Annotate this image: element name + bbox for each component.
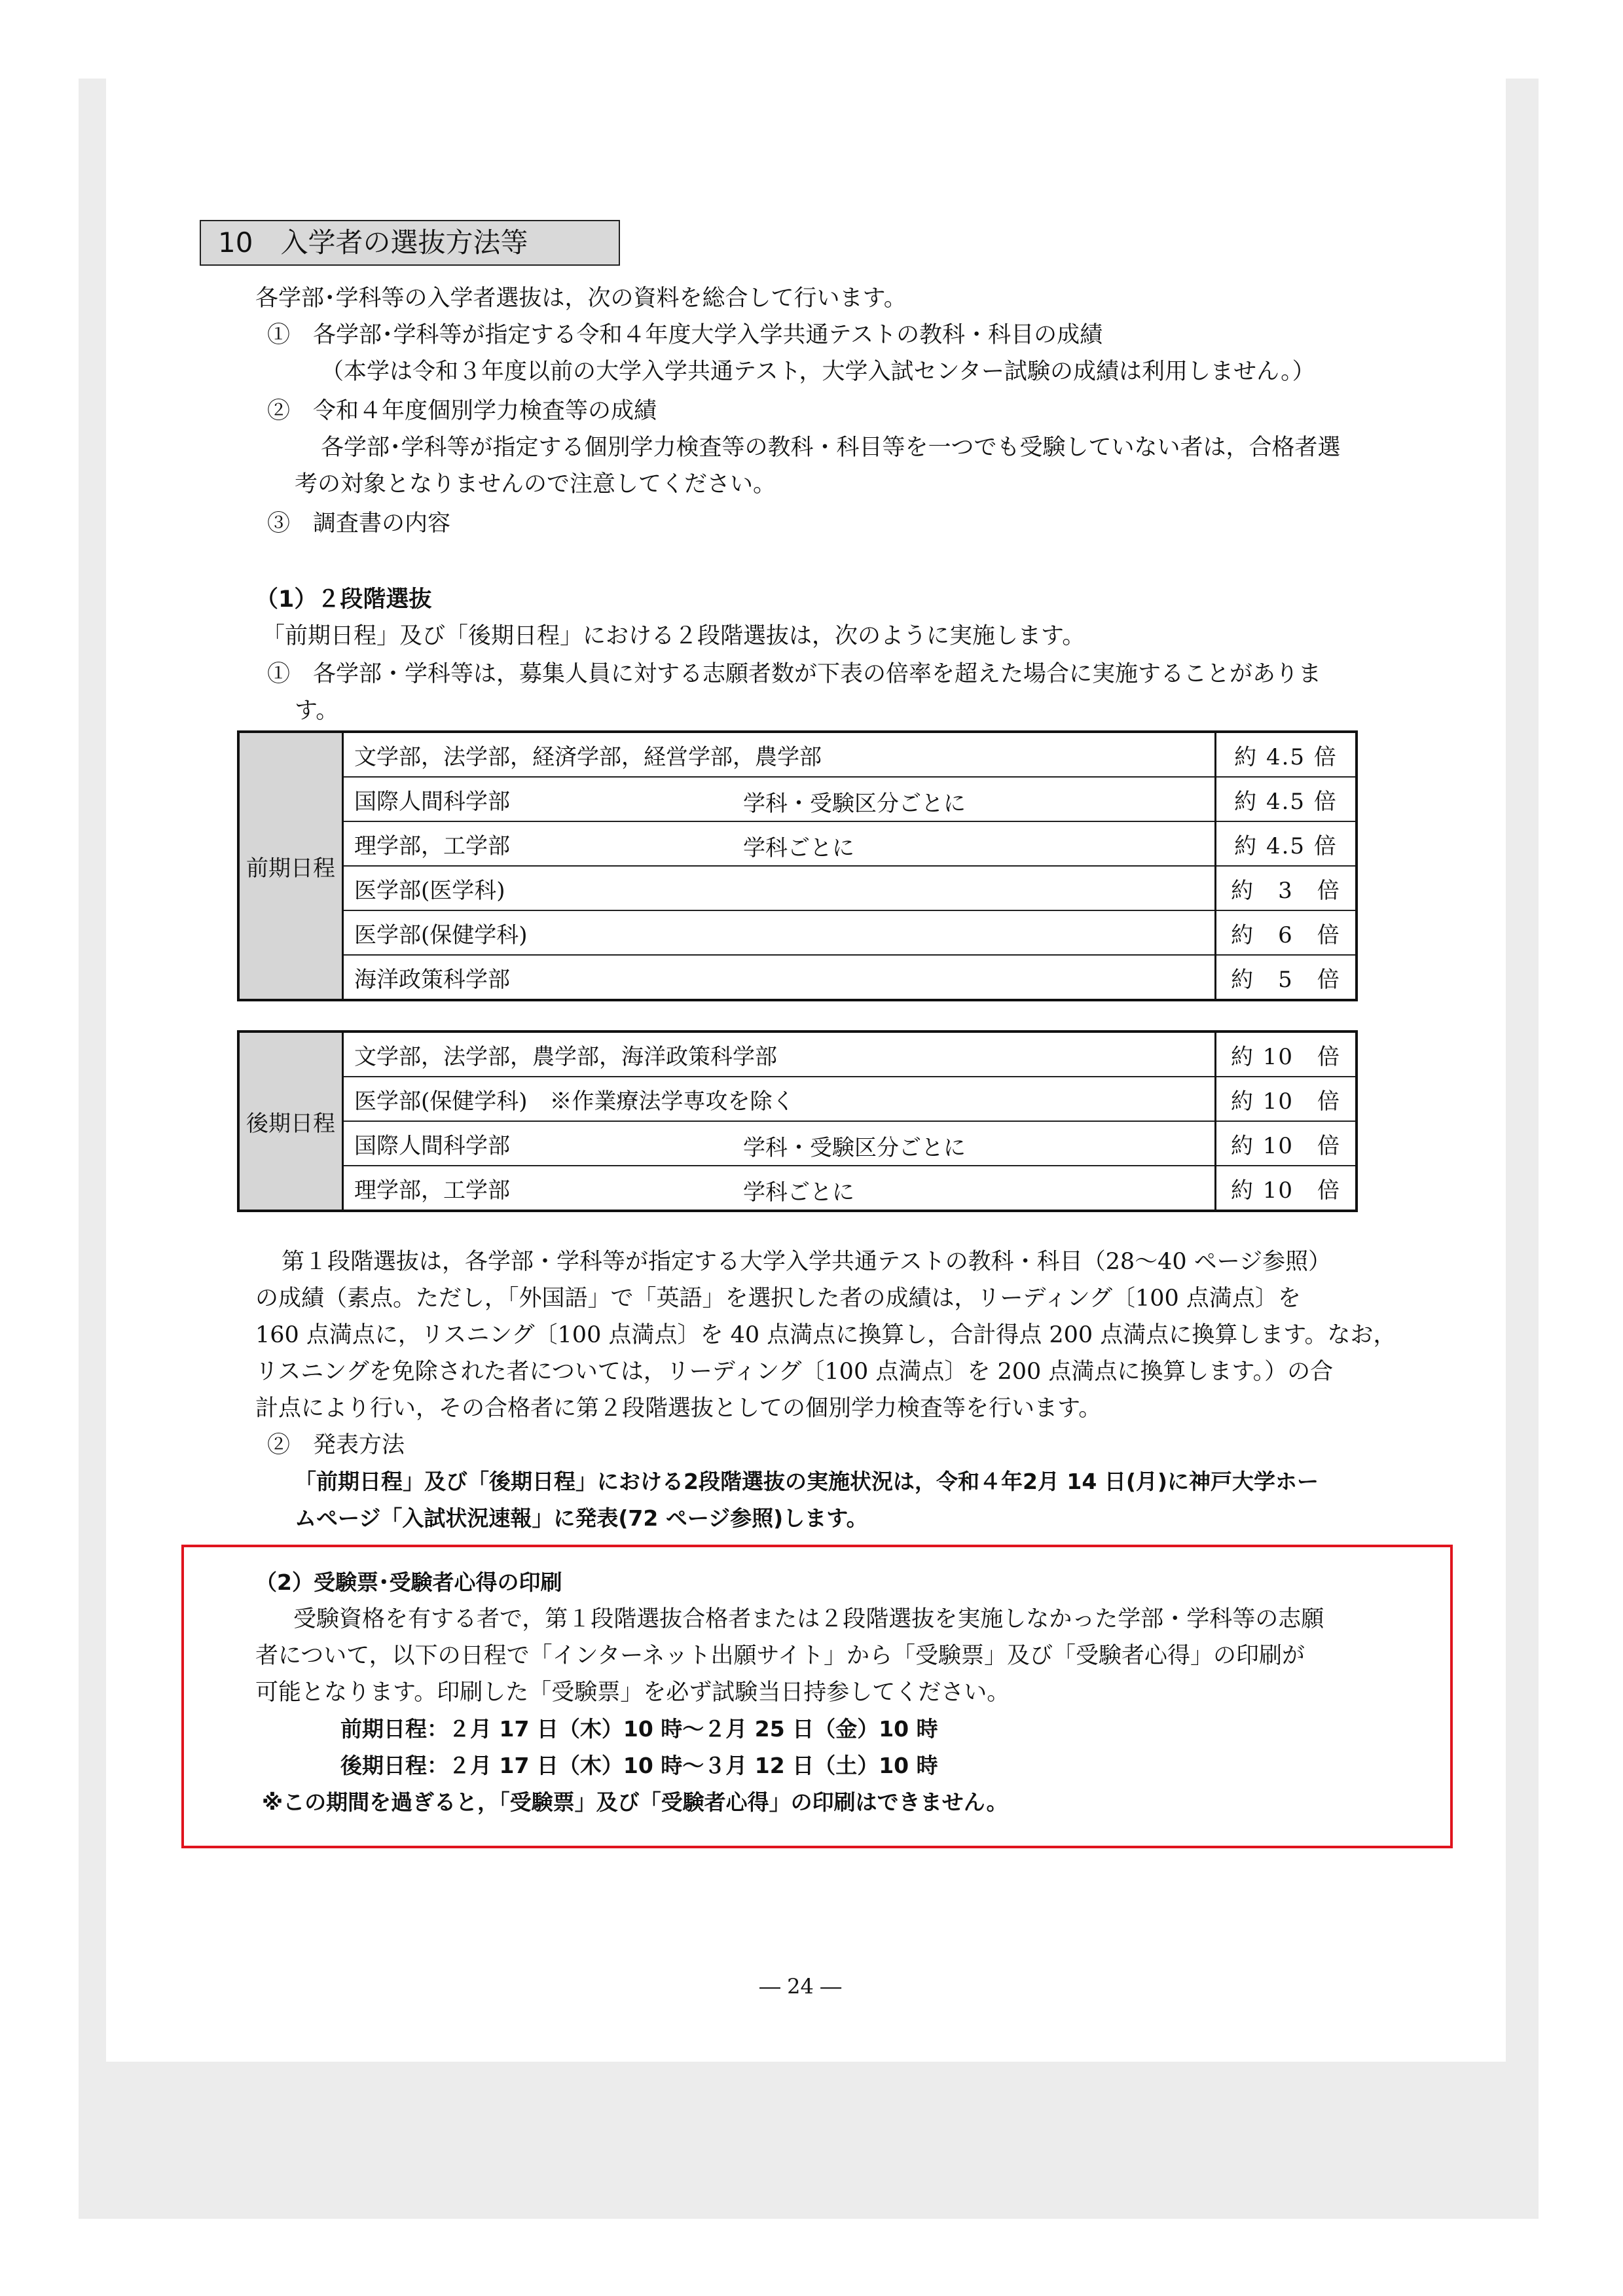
dept-cell <box>343 1166 1216 1211</box>
table-row <box>238 1077 1357 1121</box>
table-row <box>238 732 1357 777</box>
announcement-heading: ② 発表方法 <box>267 1432 405 1458</box>
notice-warning: ※この期間を過ぎると，「受験票」及び「受験者心得」の印刷はできません。 <box>262 1789 1008 1815</box>
dept-cell <box>343 777 1216 821</box>
ratio-cell: 約 10 倍 <box>1216 1031 1357 1077</box>
dept-name: 理学部，工学部 <box>354 1177 510 1204</box>
table-row <box>238 821 1357 866</box>
dept-name: 国際人間科学部 <box>354 1132 510 1159</box>
table-row <box>238 1166 1357 1211</box>
table-row <box>238 777 1357 821</box>
ratio-cell: 約 10 倍 <box>1216 1166 1357 1211</box>
dept-sub-note: 学科・受験区分ごとに <box>743 791 966 817</box>
dept-name: 医学部(保健学科) <box>354 922 528 948</box>
table-row <box>238 866 1357 910</box>
dept-cell <box>343 955 1216 1000</box>
notice-heading: （2）受験票･受験者心得の印刷 <box>255 1570 562 1595</box>
dept-cell <box>343 1031 1216 1077</box>
table-row <box>238 910 1357 955</box>
notice-line-2: 者について，以下の日程で「インターネット出願サイト」から「受験票」及び「受験者心得」の印刷が <box>255 1643 1305 1669</box>
dept-cell <box>343 866 1216 910</box>
two-stage-intro: 「前期日程」及び「後期日程」における２段階選抜は，次のように実施します。 <box>262 623 1085 649</box>
stage1-text-line-4: リスニングを免除された者については，リーディング〔100 点満点〕を 200 点満点に換算します。）の合 <box>255 1359 1334 1385</box>
schedule-kouki: 後期日程：２月 17 日（木）10 時～３月 12 日（土）10 時 <box>340 1753 938 1778</box>
two-stage-item-1-line-1: ① 各学部・学科等は，募集人員に対する志願者数が下表の倍率を超えた場合に実施することがありま <box>267 661 1322 687</box>
dept-name: 文学部，法学部，農学部，海洋政策科学部 <box>354 1043 777 1070</box>
criteria-item-2-note-line-2: 考の対象となりませんので注意してください。 <box>295 471 776 497</box>
table-row <box>238 955 1357 1000</box>
dept-cell <box>343 732 1216 777</box>
dept-name: 文学部，法学部，経済学部，経営学部，農学部 <box>354 744 822 770</box>
zenki-ratio-table <box>237 730 1358 1001</box>
kouki-period-label: 後期日程 <box>238 1031 343 1211</box>
subsection-heading-two-stage: （1）２段階選抜 <box>255 586 432 613</box>
schedule-zenki: 前期日程：２月 17 日（木）10 時～２月 25 日（金）10 時 <box>340 1716 938 1742</box>
dept-sub-note: 学科ごとに <box>743 835 854 861</box>
dept-sub-note: 学科・受験区分ごとに <box>743 1135 966 1161</box>
dept-cell <box>343 821 1216 866</box>
ratio-cell: 約 3 倍 <box>1216 866 1357 910</box>
table-row <box>238 1031 1357 1077</box>
two-stage-item-1-line-2: す。 <box>295 698 339 724</box>
ratio-cell: 約 10 倍 <box>1216 1121 1357 1166</box>
notice-line-3: 可能となります。印刷した「受験票」を必ず試験当日持参してください。 <box>255 1679 1010 1706</box>
stage1-text-line-2: の成績（素点。ただし，「外国語」で「英語」を選択した者の成績は，リーディング〔100 点満点〕を <box>255 1285 1301 1312</box>
dept-name: 医学部(保健学科) ※作業療法学専攻を除く <box>354 1088 795 1115</box>
criteria-item-3: ③ 調査書の内容 <box>267 511 451 537</box>
criteria-item-2-note-line-1: 各学部･学科等が指定する個別学力検査等の教科・科目等を一つでも受験していない者は，合格者選 <box>321 435 1341 461</box>
dept-cell <box>343 1077 1216 1121</box>
section-title: 10 入学者の選抜方法等 <box>200 220 620 266</box>
dept-cell <box>343 910 1216 955</box>
ratio-cell: 約 4.5 倍 <box>1216 777 1357 821</box>
intro-text: 各学部･学科等の入学者選抜は，次の資料を総合して行います。 <box>255 285 907 312</box>
dept-sub-note: 学科ごとに <box>743 1179 854 1206</box>
criteria-item-1-note: （本学は令和３年度以前の大学入学共通テスト，大学入試センター試験の成績は利用しません。） <box>321 359 1315 385</box>
dept-name: 医学部(医学科) <box>354 877 505 904</box>
dept-cell <box>343 1121 1216 1166</box>
table-row <box>238 1121 1357 1166</box>
zenki-period-label: 前期日程 <box>238 732 343 1000</box>
criteria-item-1: ① 各学部･学科等が指定する令和４年度大学入学共通テストの教科・科目の成績 <box>267 322 1103 348</box>
page-number: ― 24 ― <box>759 1974 842 1999</box>
ratio-cell: 約 4.5 倍 <box>1216 821 1357 866</box>
stage1-text-line-3: 160 点満点に，リスニング〔100 点満点〕を 40 点満点に換算し，合計得点 200 点満点に換算します。なお， <box>255 1322 1396 1348</box>
stage1-text-line-5: 計点により行い，その合格者に第２段階選抜としての個別学力検査等を行います。 <box>255 1395 1102 1422</box>
ratio-cell: 約 10 倍 <box>1216 1077 1357 1121</box>
dept-name: 国際人間科学部 <box>354 788 510 815</box>
ratio-cell: 約 6 倍 <box>1216 910 1357 955</box>
notice-line-1: 受験資格を有する者で，第１段階選抜合格者または２段階選抜を実施しなかった学部・学科等の志願 <box>293 1606 1324 1632</box>
kouki-ratio-table <box>237 1030 1358 1212</box>
announcement-line-2: ムページ「入試状況速報」に発表(72 ページ参照)します。 <box>295 1505 868 1531</box>
dept-name: 理学部，工学部 <box>354 833 510 859</box>
ratio-cell: 約 5 倍 <box>1216 955 1357 1000</box>
ratio-cell: 約 4.5 倍 <box>1216 732 1357 777</box>
announcement-line-1: 「前期日程」及び「後期日程」における2段階選抜の実施状況は，令和４年2月 14 日(月)に神戸大学ホー <box>295 1469 1319 1494</box>
dept-name: 海洋政策科学部 <box>354 966 510 993</box>
stage1-text-line-1: 第１段階選抜は，各学部・学科等が指定する大学入学共通テストの教科・科目（28～40 ページ参照） <box>282 1249 1332 1275</box>
criteria-item-2: ② 令和４年度個別学力検査等の成績 <box>267 398 657 424</box>
